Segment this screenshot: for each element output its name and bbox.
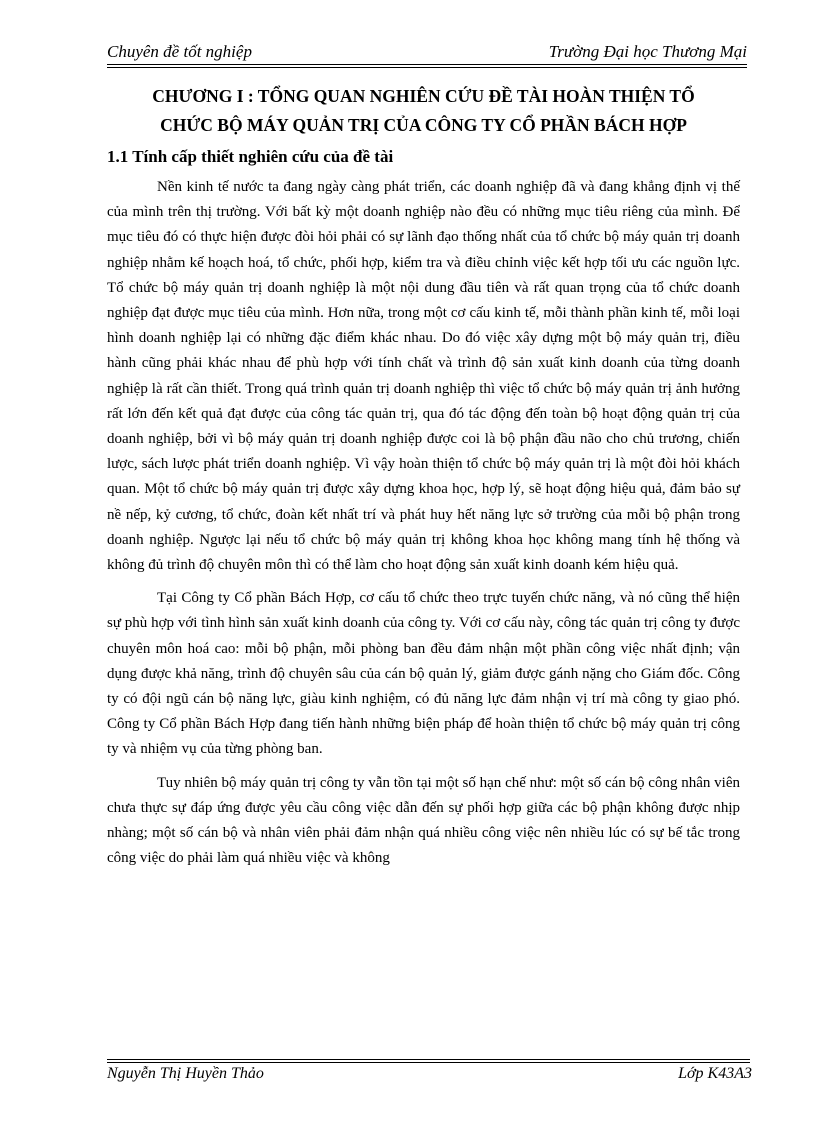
footer-class: Lớp K43A3: [678, 1065, 752, 1082]
header-divider: [107, 64, 747, 68]
chapter-title-line-2: CHỨC BỘ MÁY QUẢN TRỊ CỦA CÔNG TY CỔ PHẦN BÁCH HỢP: [160, 115, 687, 135]
page-header: [107, 42, 747, 62]
header-left-text: Chuyên đề tốt nghiệp: [107, 42, 252, 61]
header-right-text: Trường Đại học Thương Mại: [548, 42, 747, 61]
body-paragraph-1: Nền kinh tế nước ta đang ngày càng phát triển, các doanh nghiệp đã và đang khẳng định vị thế của mình trên thị trường. Với bất kỳ một doanh nghiệp nào đều có những mục tiêu riêng của mình. Để mục tiêu đó có thực hiện được đòi hỏi phải có sự lãnh đạo thống nhất của tổ chức bộ máy quản trị doanh nghiệp nhằm kế hoạch hoá, tổ chức, phối hợp, kiểm tra và điều chỉnh việc kết hợp tối ưu các nguồn lực. Tổ chức bộ máy quản trị doanh nghiệp là một nội dung đầu tiên và rất quan trọng của tổ chức doanh nghiệp đạt được mục tiêu của mình. Hơn nữa, trong một cơ cấu kinh tế, mỗi thành phần kinh tế, mỗi loại hình doanh nghiệp lại có những đặc điểm khác nhau. Do đó việc xây dựng một bộ máy quản trị, điều hành cũng phải khác nhau để phù hợp với tính chất và trình độ sản xuất kinh doanh của từng doanh nghiệp là rất cần thiết. Trong quá trình quản trị doanh nghiệp thì việc tổ chức bộ máy quản trị ảnh hưởng rất lớn đến kết quả đạt được của công tác quản trị, qua đó tác động đến toàn bộ hoạt động quản trị của doanh nghiệp, bởi vì bộ máy quản trị doanh nghiệp được coi là bộ phận đầu não cho chủ trương, chiến lược, sách lược phát triển doanh nghiệp. Vì vậy hoàn thiện tổ chức bộ máy quản trị là một đòi hỏi khách quan. Một tổ chức bộ máy quản trị được xây dựng khoa học, hợp lý, sẽ hoạt động hiệu quả, đảm bảo sự nề nếp, kỷ cương, tổ chức, đoàn kết nhất trí và phát huy hết năng lực sở trường của mỗi bộ phận trong doanh nghiệp. Ngược lại nếu tổ chức bộ máy quản trị không khoa học không mang tính hệ thống và không đủ trình độ chuyên môn thì có thể làm cho hoạt động sản xuất kinh doanh kém hiệu quả.: [107, 179, 740, 574]
chapter-title: [107, 82, 740, 140]
footer-author: Nguyễn Thị Huyền Thảo: [107, 1065, 264, 1082]
section-heading: 1.1 Tính cấp thiết nghiên cứu của đề tài: [107, 147, 394, 166]
page-content: [107, 82, 740, 879]
chapter-title-line-1: CHƯƠNG I : TỔNG QUAN NGHIÊN CỨU ĐỀ TÀI HOÀN THIỆN TỔ: [152, 86, 695, 106]
footer-divider: [107, 1059, 750, 1063]
body-paragraph-2: Tại Công ty Cổ phần Bách Hợp, cơ cấu tổ chức theo trực tuyến chức năng, và nó cũng thể hiện sự phù hợp với tình hình sản xuất kinh doanh của công ty. Với cơ cấu này, công tác quản trị công ty được chuyên môn hoá cao: mỗi bộ phận, mỗi phòng ban đều đảm nhận một phần công việc nhất định; vận dụng được khả năng, trình độ chuyên sâu của cán bộ quản lý, giảm được gánh nặng cho Giám đốc. Công ty có đội ngũ cán bộ năng lực, giàu kinh nghiệm, có đủ năng lực đảm nhận vị trí mà công ty giao phó. Công ty Cổ phần Bách Hợp đang tiến hành những biện pháp để hoàn thiện tổ chức bộ máy quản trị công ty và nhiệm vụ của từng phòng ban.: [107, 590, 740, 758]
body-paragraph-3: Tuy nhiên bộ máy quản trị công ty vẫn tồn tại một số hạn chế như: một số cán bộ công nhân viên chưa thực sự đáp ứng được yêu cầu công việc dẫn đến sự phối hợp giữa các bộ phận không được nhịp nhàng; một số cán bộ và nhân viên phải đảm nhận quá nhiều công việc nên nhiều lúc có sự bế tắc trong công việc do phải làm quá nhiều việc và không: [107, 774, 740, 867]
page-footer: [107, 1065, 752, 1083]
